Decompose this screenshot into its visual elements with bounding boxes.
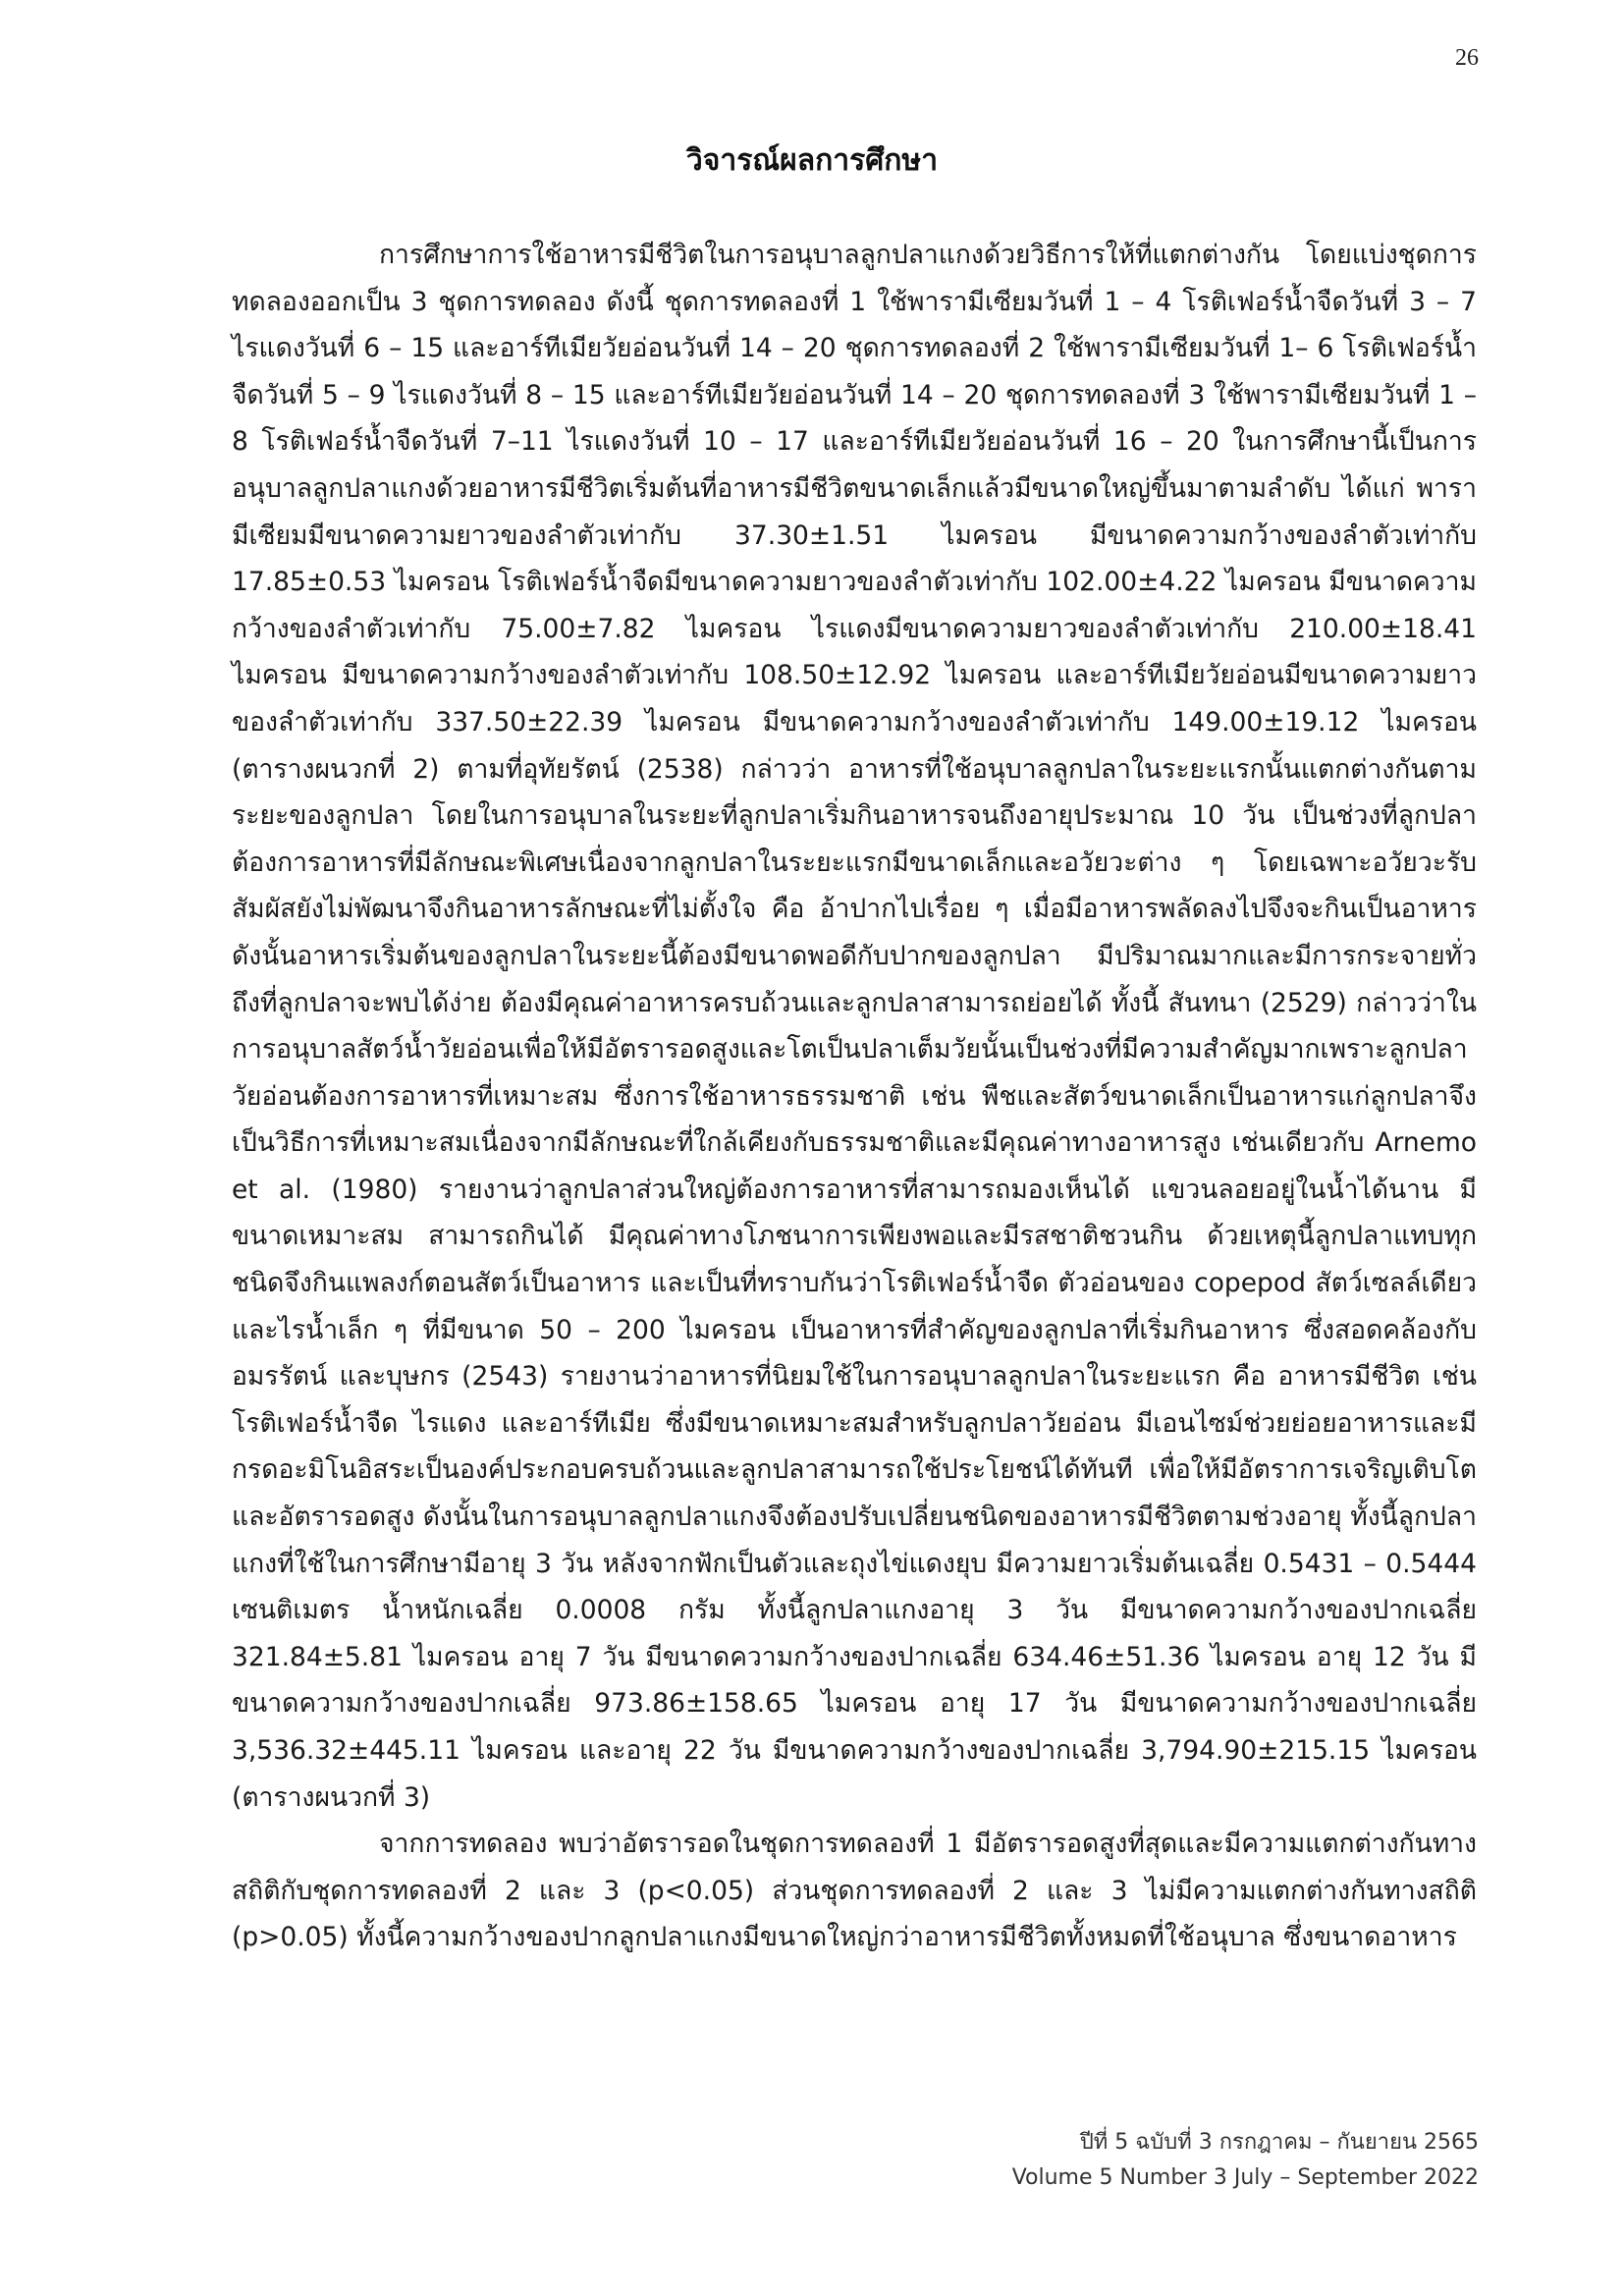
paragraph-1: การศึกษาการใช้อาหารมีชีวิตในการอนุบาลลูกปลาแกงด้วยวิธีการให้ที่แตกต่างกัน โดยแบ่งชุดการทดลองออกเป็น 3 ชุดการทดลอง ดังนี้ ชุดการทดลองที่ 1 ใช้พารามีเซียมวันที่ 1 – 4 โรติเฟอร์น้ำจืดวันที่ 3 – 7 ไรแดงวันที่ 6 – 15 และอาร์ทีเมียวัยอ่อนวันที่ 14 – 20 ชุดการทดลองที่ 2 ใช้พารามีเซียมวันที่ 1– 6 โรติเฟอร์น้ำจืดวันที่ 5 – 9 ไรแดงวันที่ 8 – 15 และอาร์ทีเมียวัยอ่อนวันที่ 14 – 20 ชุดการทดลองที่ 3 ใช้พารามีเซียมวันที่ 1 – 8 โรติเฟอร์น้ำจืดวันที่ 7–11 ไรแดงวันที่ 10 – 17 และอาร์ทีเมียวัยอ่อนวันที่ 16 – 20 ในการศึกษานี้เป็นการอนุบาลลูกปลาแกงด้วยอาหารมีชีวิตเริ่มต้นที่อาหารมีชีวิตขนาดเล็กแล้วมีขนาดใหญ่ขึ้นมาตามลำดับ ได้แก่ พารามีเซียมมีขนาดความยาวของลำตัวเท่ากับ 37.30±1.51 ไมครอน มีขนาดความกว้างของลำตัวเท่ากับ 17.85±0.53 ไมครอน โรติเฟอร์น้ำจืดมีขนาดความยาวของลำตัวเท่ากับ 102.00±4.22 ไมครอน มีขนาดความกว้างของลำตัวเท่ากับ 75.00±7.82 ไมครอน ไรแดงมีขนาดความยาวของลำตัวเท่ากับ 210.00±18.41 ไมครอน มีขนาดความกว้างของลำตัวเท่ากับ 108.50±12.92 ไมครอน และอาร์ทีเมียวัยอ่อนมีขนาดความยาวของลำตัวเท่ากับ 337.50±22.39 ไมครอน มีขนาดความกว้างของลำตัวเท่ากับ 149.00±19.12 ไมครอน (ตารางผนวกที่ 2) ตามที่อุทัยรัตน์ (2538) กล่าวว่า อาหารที่ใช้อนุบาลลูกปลาในระยะแรกนั้นแตกต่างกันตามระยะของลูกปลา โดยในการอนุบาลในระยะที่ลูกปลาเริ่มกินอาหารจนถึงอายุประมาณ 10 วัน เป็นช่วงที่ลูกปลาต้องการอาหารที่มีลักษณะพิเศษเนื่องจากลูกปลาในระยะแรกมีขนาดเล็กและอวัยวะต่าง ๆ โดยเฉพาะอวัยวะรับสัมผัสยังไม่พัฒนาจึงกินอาหารลักษณะที่ไม่ตั้งใจ คือ อ้าปากไปเรื่อย ๆ เมื่อมีอาหารพลัดลงไปจึงจะกินเป็นอาหาร ดังนั้นอาหารเริ่มต้นของลูกปลาในระยะนี้ต้องมีขนาดพอดีกับปากของลูกปลา มีปริมาณมากและมีการกระจายทั่วถึงที่ลูกปลาจะพบได้ง่าย ต้องมีคุณค่าอาหารครบถ้วนและลูกปลาสามารถย่อยได้ ทั้งนี้ สันทนา (2529) กล่าวว่าในการอนุบาลสัตว์น้ำวัยอ่อนเพื่อให้มีอัตรารอดสูงและโตเป็นปลาเต็มวัยนั้นเป็นช่วงที่มีความสำคัญมากเพราะลูกปลาวัยอ่อนต้องการอาหารที่เหมาะสม ซึ่งการใช้อาหารธรรมชาติ เช่น พืชและสัตว์ขนาดเล็กเป็นอาหารแก่ลูกปลาจึงเป็นวิธีการที่เหมาะสมเนื่องจากมีลักษณะที่ใกล้เคียงกับธรรมชาติและมีคุณค่าทางอาหารสูง เช่นเดียวกับ Arnemo et al. (1980) รายงานว่าลูกปลาส่วนใหญ่ต้องการอาหารที่สามารถมองเห็นได้ แขวนลอยอยู่ในน้ำได้นาน มีขนาดเหมาะสม สามารถกินได้ มีคุณค่าทางโภชนาการเพียงพอและมีรสชาติชวนกิน ด้วยเหตุนี้ลูกปลาแทบทุกชนิดจึงกินแพลงก์ตอนสัตว์เป็นอาหาร และเป็นที่ทราบกันว่าโรติเฟอร์น้ำจืด ตัวอ่อนของ copepod สัตว์เซลล์เดียวและไรน้ำเล็ก ๆ ที่มีขนาด 50 – 200 ไมครอน เป็นอาหารที่สำคัญของลูกปลาที่เริ่มกินอาหาร ซึ่งสอดคล้องกับอมรรัตน์ และบุษกร (2543) รายงานว่าอาหารที่นิยมใช้ในการอนุบาลลูกปลาในระยะแรก คือ อาหารมีชีวิต เช่น โรติเฟอร์น้ำจืด ไรแดง และอาร์ทีเมีย ซึ่งมีขนาดเหมาะสมสำหรับลูกปลาวัยอ่อน มีเอนไซม์ช่วยย่อยอาหารและมีกรดอะมิโนอิสระเป็นองค์ประกอบครบถ้วนและลูกปลาสามารถใช้ประโยชน์ได้ทันที เพื่อให้มีอัตราการเจริญเติบโตและอัตรารอดสูง ดังนั้นในการอนุบาลลูกปลาแกงจึงต้องปรับเปลี่ยนชนิดของอาหารมีชีวิตตามช่วงอายุ ทั้งนี้ลูกปลาแกงที่ใช้ในการศึกษามีอายุ 3 วัน หลังจากฟักเป็นตัวและถุงไข่แดงยุบ มีความยาวเริ่มต้นเฉลี่ย 0.5431 – 0.5444 เซนติเมตร น้ำหนักเฉลี่ย 0.0008 กรัม ทั้งนี้ลูกปลาแกงอายุ 3 วัน มีขนาดความกว้างของปากเฉลี่ย 321.84±5.81 ไมครอน อายุ 7 วัน มีขนาดความกว้างของปากเฉลี่ย 634.46±51.36 ไมครอน อายุ 12 วัน มีขนาดความกว้างของปากเฉลี่ย 973.86±158.65 ไมครอน อายุ 17 วัน มีขนาดความกว้างของปากเฉลี่ย 3,536.32±445.11 ไมครอน และอายุ 22 วัน มีขนาดความกว้างของปากเฉลี่ย 3,794.90±215.15 ไมครอน (ตารางผนวกที่ 3) bbox=[232, 240, 1477, 1813]
footer-thai-issue: ปีที่ 5 ฉบับที่ 3 กรกฎาคม – กันยายน 2565 bbox=[1079, 2130, 1479, 2155]
section-title: วิจารณ์ผลการศึกษา bbox=[685, 143, 939, 178]
paragraph-2: จากการทดลอง พบว่าอัตรารอดในชุดการทดลองที่ 1 มีอัตรารอดสูงที่สุดและมีความแตกต่างกันทางสถิติกับชุดการทดลองที่ 2 และ 3 (p<0.05) ส่วนชุดการทดลองที่ 2 และ 3 ไม่มีความแตกต่างกันทางสถิติ (p>0.05) ทั้งนี้ความกว้างของปากลูกปลาแกงมีขนาดใหญ่กว่าอาหารมีชีวิตทั้งหมดที่ใช้อนุบาล ซึ่งขนาดอาหาร bbox=[232, 1829, 1477, 1953]
body-text bbox=[232, 232, 1477, 1961]
footer-english-issue: Volume 5 Number 3 July – September 2022 bbox=[1011, 2165, 1479, 2190]
page-number: 26 bbox=[1455, 45, 1479, 71]
journal-footer bbox=[1012, 2125, 1479, 2196]
